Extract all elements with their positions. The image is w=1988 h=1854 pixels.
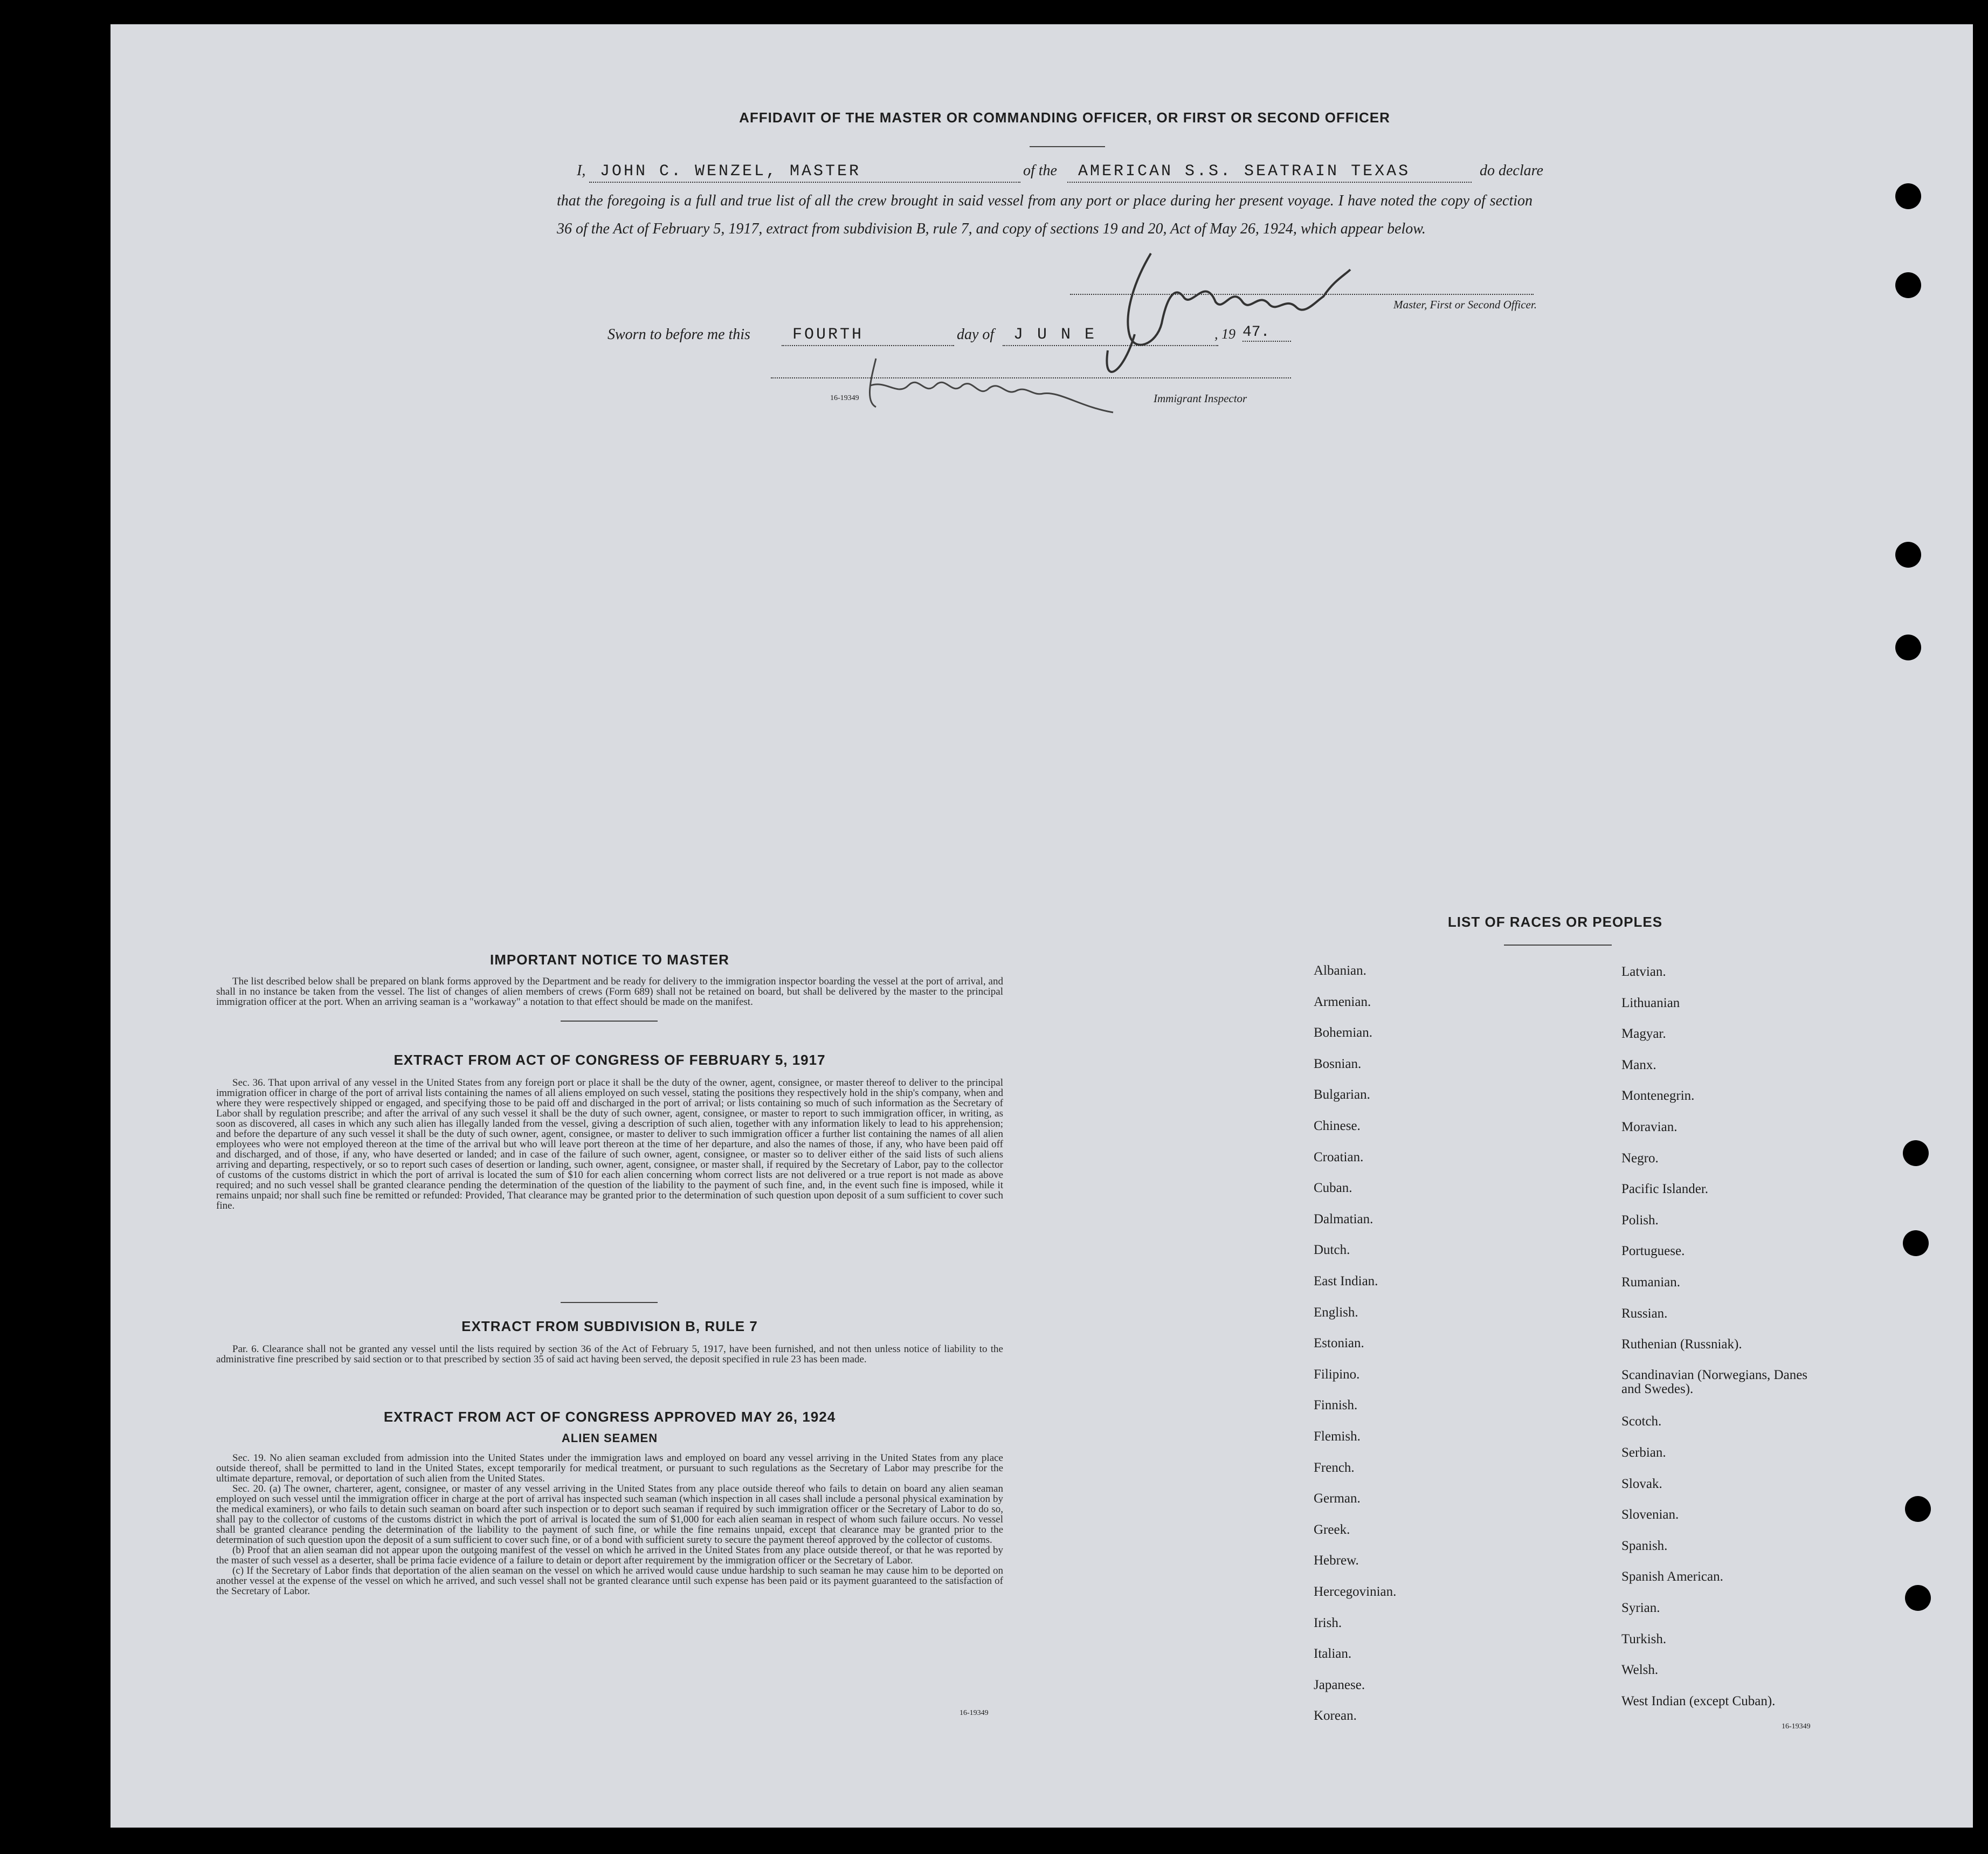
race-item: Manx. bbox=[1621, 1057, 1656, 1072]
race-item: English. bbox=[1314, 1305, 1358, 1320]
race-item: Chinese. bbox=[1314, 1119, 1361, 1133]
binder-hole bbox=[1895, 542, 1921, 568]
race-item: Montenegrin. bbox=[1621, 1088, 1695, 1104]
sworn-month-field bbox=[1003, 323, 1218, 346]
par6-paragraph: Par. 6. Clearance shall not be granted any vessel until the lists required by section 36 of the Act of February 5, 1917, have been furnished, and not then unless notice of liability to the administrative fine prescribed by said section or to that prescribed by section 35 of said act having been served, the deposit specified in rule 23 has been made. bbox=[216, 1343, 1003, 1365]
rule7-title: EXTRACT FROM SUBDIVISION B, RULE 7 bbox=[461, 1318, 758, 1334]
sworn-month: J U N E bbox=[1013, 326, 1097, 344]
race-item: Magyar. bbox=[1621, 1026, 1666, 1042]
sworn-year: 47. bbox=[1242, 324, 1291, 342]
race-item: Bohemian. bbox=[1314, 1025, 1373, 1040]
race-item: Greek. bbox=[1314, 1522, 1350, 1537]
extract-1924-title: EXTRACT FROM ACT OF CONGRESS APPROVED MAY 26, 1924 bbox=[383, 1409, 836, 1425]
master-name-field bbox=[589, 160, 1020, 183]
binder-hole bbox=[1903, 1230, 1929, 1256]
extract-form-number: 16-19349 bbox=[960, 1709, 989, 1717]
officer-caption: Master, First or Second Officer. bbox=[1393, 298, 1537, 311]
race-item: Filipino. bbox=[1314, 1367, 1360, 1382]
race-item: Hebrew. bbox=[1314, 1553, 1359, 1568]
inspector-caption: Immigrant Inspector bbox=[1154, 392, 1247, 405]
race-item: Slovak. bbox=[1621, 1476, 1662, 1491]
race-item: German. bbox=[1314, 1491, 1361, 1506]
race-item: Albanian. bbox=[1314, 963, 1366, 978]
sec19-paragraph: Sec. 19. No alien seaman excluded from admission into the United States under the immigration laws and employed on board any vessel arriving in the United States from any place outside thereof, shall be permitted to land in the United States, except temporarily for medical treatment, or pursuant to such regulations as the Secretary of Labor may prescribe for the ultimate departure, removal, or deportation of such alien from the United States. bbox=[216, 1452, 1003, 1484]
race-item: Flemish. bbox=[1314, 1429, 1361, 1444]
race-item: Moravian. bbox=[1621, 1120, 1678, 1134]
race-item: Dalmatian. bbox=[1314, 1211, 1373, 1226]
race-item: Pacific Islander. bbox=[1621, 1182, 1709, 1197]
rule7-text bbox=[216, 1344, 1003, 1364]
race-item: Estonian. bbox=[1314, 1336, 1364, 1351]
race-item: Welsh. bbox=[1621, 1663, 1659, 1678]
race-item: Irish. bbox=[1314, 1615, 1342, 1630]
master-name: JOHN C. WENZEL, MASTER bbox=[600, 162, 861, 181]
race-item: Turkish. bbox=[1621, 1631, 1667, 1646]
extract-1917-title: EXTRACT FROM ACT OF CONGRESS OF FEBRUARY 5, 1917 bbox=[394, 1052, 826, 1068]
sec20a-paragraph: Sec. 20. (a) The owner, charterer, agent, consignee, or master of any vessel arriving in the United States from any place outside thereof who fails to detain on board any alien seaman employed on such vessel until the immigration officer in charge at the port of arrival has inspected such seaman (which inspection in all cases shall include a personal physical examination by the medical examiners), or who fails to detain such seaman on board after such inspection or to deport such seaman if required by such immigration officer or the Secretary of Labor to do so, shall pay to the collector of customs of the customs district in which the port of arrival is located the sum of $1,000 for each alien seaman in respect of whom such failure occurs. No vessel shall be granted clearance pending the determination of the liability to the payment of such fine, or while the fine remains unpaid, except that clearance may be granted prior to the determination of such question upon the deposit of a sum sufficient to cover such fine, or of a bond with sufficient surety to secure the payment thereof approved by the collector of customs. bbox=[216, 1483, 1003, 1546]
title-rule bbox=[1030, 146, 1105, 147]
affidavit-title: AFFIDAVIT OF THE MASTER OR COMMANDING OFFICER, OR FIRST OR SECOND OFFICER bbox=[739, 109, 1390, 126]
vessel-field bbox=[1067, 160, 1472, 183]
declare-label: do declare bbox=[1480, 162, 1543, 179]
inspector-line bbox=[771, 377, 1291, 378]
inspector-signature bbox=[854, 348, 1135, 429]
sec20b-paragraph: (b) Proof that an alien seaman did not appear upon the outgoing manifest of the vessel on which he arrived in the United States from any place outside thereof, or that he was reported by the master of such vessel as a deserter, shall be prima facie evidence of a failure to detain or deport after requirement by the immigration officer or the Secretary of Labor. bbox=[216, 1545, 1003, 1566]
race-item: East Indian. bbox=[1314, 1274, 1378, 1288]
of-the-label: of the bbox=[1023, 162, 1057, 179]
race-item: French. bbox=[1314, 1460, 1355, 1475]
notice-title: IMPORTANT NOTICE TO MASTER bbox=[490, 952, 729, 968]
race-item: Croatian. bbox=[1314, 1149, 1364, 1164]
races-rule bbox=[1504, 945, 1612, 946]
extract-1924-text bbox=[216, 1453, 1003, 1596]
sworn-day: FOURTH bbox=[792, 326, 864, 344]
affidavit-form-number: 16-19349 bbox=[830, 394, 859, 402]
sec36-paragraph: Sec. 36. That upon arrival of any vessel in the United States from any foreign port or place it shall be the duty of the owner, agent, consignee, or master thereof to deliver to the principal immigration officer in charge of the port of arrival lists containing the names of all aliens employed on such vessel, stating the positions they respectively hold in the ship's company, when and where they were respectively shipped or engaged, and specifying those to be paid off and discharged in the port of arrival; or lists containing so much of such information as the Secretary of Labor shall by regulation prescribe; and after the arrival of any such vessel it shall be the duty of such owner, agent, consignee, or master to report to such immigration officer, in writing, as soon as discovered, all cases in which any such alien has illegally landed from the vessel, giving a description of such alien, together with any information likely to lead to his apprehension; and before the departure of any such vessel it shall be the duty of such owner, agent, consignee, or master to deliver to such immigration officer a further list containing the names of all alien employees who were not employed thereon at the time of the arrival but who will leave port thereon at the time of her departure, and also the names of those, if any, who have been paid off and discharged, and of those, if any, who have deserted or landed; and in case of the failure of such owner, agent, consignee, or master so to deliver either of the said lists of such aliens arriving and departing, respectively, or so to report such cases of desertion or landing, such owner, agent, consignee, or master shall, if required by the Secretary of Labor, pay to the collector of customs of the customs district in which the port of arrival is located the sum of $10 for each alien concerning whom correct lists are not delivered or a true report is not made as above required; and no such vessel shall be granted clearance pending the determination of the question of the liability to the payment of such fine, and, in the event such fine is imposed, while it remains unpaid; nor shall such fine be remitted or refunded: Provided, That clearance may be granted prior to the determination of such question upon deposit of a sum sufficient to cover such fine. bbox=[216, 1077, 1003, 1211]
alien-seamen-subtitle: ALIEN SEAMEN bbox=[561, 1431, 658, 1445]
race-item: Polish. bbox=[1621, 1212, 1659, 1228]
race-item: Negro. bbox=[1621, 1150, 1659, 1166]
rule-1 bbox=[561, 1021, 658, 1022]
rule-2 bbox=[561, 1302, 658, 1303]
race-item: Lithuanian bbox=[1621, 995, 1680, 1010]
race-item: Finnish. bbox=[1314, 1398, 1358, 1413]
race-item: West Indian (except Cuban). bbox=[1621, 1693, 1776, 1708]
race-item: Ruthenian (Russniak). bbox=[1621, 1337, 1742, 1352]
binder-hole bbox=[1903, 1140, 1929, 1166]
races-title: LIST OF RACES OR PEOPLES bbox=[1447, 914, 1663, 930]
extract-1917-text bbox=[216, 1078, 1003, 1211]
races-form-number: 16-19349 bbox=[1782, 1722, 1811, 1731]
race-item: Japanese. bbox=[1314, 1677, 1365, 1692]
sworn-prefix: Sworn to before me this bbox=[608, 326, 750, 343]
year-prefix: , 19 bbox=[1214, 326, 1235, 342]
race-item: Serbian. bbox=[1621, 1445, 1666, 1460]
race-item: Portuguese. bbox=[1621, 1244, 1685, 1259]
race-item: Scotch. bbox=[1621, 1414, 1662, 1429]
declaration-text: that the foregoing is a full and true list of all the crew brought in said vessel from any port or place during her present voyage. I have noted the copy of section 36 of the Act of February 5, 1917, extract from subdivision B, rule 7, and copy of sections 19 and 20, Act of May 26, 1924, which appear below. bbox=[557, 192, 1533, 237]
binder-hole bbox=[1895, 183, 1921, 209]
vessel-name: AMERICAN S.S. SEATRAIN TEXAS bbox=[1078, 162, 1411, 181]
race-item: Bulgarian. bbox=[1314, 1087, 1370, 1102]
notice-paragraph: The list described below shall be prepared on blank forms approved by the Department and be ready for delivery to the immigration inspector boarding the vessel at the port of arrival, and shall in no instance be taken from the vessel. The list of changes of alien members of crews (Form 689) shall not be retained on board, but shall be delivered by the master to the principal immigration officer at the port. When an arriving seaman is a "workaway" a notation to that effect should be made on the manifest. bbox=[216, 976, 1003, 1008]
race-item: Italian. bbox=[1314, 1646, 1352, 1662]
race-item: Russian. bbox=[1621, 1306, 1668, 1321]
race-item: Syrian. bbox=[1621, 1601, 1660, 1615]
signature-line bbox=[1070, 294, 1534, 295]
race-item: Spanish American. bbox=[1621, 1569, 1723, 1584]
race-item: Bosnian. bbox=[1314, 1056, 1362, 1071]
binder-hole bbox=[1895, 272, 1921, 298]
day-of-label: day of bbox=[957, 326, 995, 343]
race-item: Rumanian. bbox=[1621, 1275, 1681, 1290]
race-item: Cuban. bbox=[1314, 1181, 1352, 1196]
race-item: Spanish. bbox=[1621, 1538, 1668, 1553]
sworn-day-field bbox=[782, 323, 954, 346]
sec20c-paragraph: (c) If the Secretary of Labor finds that deportation of the alien seaman on the vessel on which he arrived would cause undue hardship to such seaman he may cause him to be deported on another vessel at the expense of the vessel on which he arrived, and such vessel shall not be granted clearance until such expense has been paid or its payment guaranteed to the satisfaction of the Secretary of Labor. bbox=[216, 1565, 1003, 1597]
notice-text bbox=[216, 976, 1003, 1007]
binder-hole bbox=[1895, 635, 1921, 660]
race-item: Slovenian. bbox=[1621, 1507, 1679, 1522]
race-item: Hercegovinian. bbox=[1314, 1584, 1397, 1599]
pronoun: I, bbox=[577, 162, 586, 179]
document-page bbox=[111, 24, 1973, 1828]
binder-hole bbox=[1905, 1496, 1931, 1522]
race-item: Armenian. bbox=[1314, 994, 1371, 1009]
race-item: Dutch. bbox=[1314, 1243, 1350, 1258]
race-item: Latvian. bbox=[1621, 964, 1666, 979]
binder-hole bbox=[1905, 1585, 1931, 1611]
race-item: Korean. bbox=[1314, 1708, 1357, 1724]
race-item: Scandinavian (Norwegians, Danes and Swedes). bbox=[1621, 1367, 1808, 1396]
